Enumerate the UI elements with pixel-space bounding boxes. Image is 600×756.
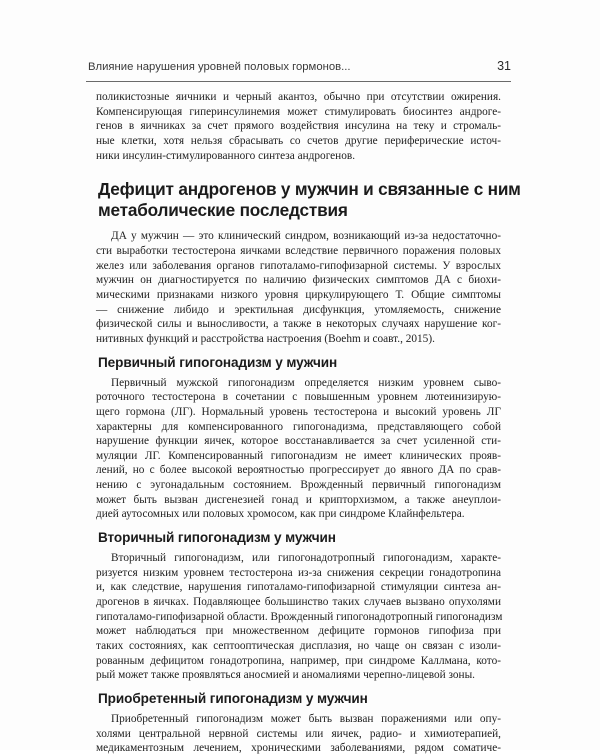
text-line: роточного тестостерона в сочетании с повышенным уровнем лютеинизирую- (96, 391, 501, 404)
text-line: желез или заболевания органов гипоталамо-гипофизарной системы. У взрослых (96, 259, 501, 272)
header-divider (86, 81, 511, 82)
text-line: муляции ЛГ. Компенсированный гипогонадизм не имеет клинических прояв- (96, 449, 501, 462)
text-line: Компенсирующая гиперинсулинемия может стимулировать биосинтез андроге- (96, 105, 501, 118)
text-line: характерны для компенсированного гипогонадизма, представляющего собой (96, 420, 501, 433)
text-line: щего гормона (ЛГ). Нормальный уровень тестостерона и высокий уровень ЛГ (96, 405, 501, 418)
text-line: сти выработки тестостерона яичками вследствие первичного поражения половых (96, 244, 501, 257)
text-line: нению с эугонадальным состоянием. Врожденный первичный гипогонадизм (96, 479, 501, 492)
text-line: ризуется низким уровнем тестостерона из-за снижения секреции гонадотропина (96, 566, 501, 579)
running-head-title: Влияние нарушения уровней половых гормонов... (88, 61, 351, 73)
text-line: может наблюдаться при множественном дефиците гормонов гипофиза при (96, 625, 501, 638)
text-line: поликистозные яичники и черный акантоз, обычно при отсутствии ожирения. (96, 91, 501, 103)
acquired-hypogonadism-heading: Приобретенный гипогонадизм у мужчин (98, 691, 368, 706)
text-line: может быть вызван дисгенезией гонад и крипторхизмом, а также анеуплои- (96, 493, 501, 506)
page-number: 31 (497, 59, 511, 73)
text-line: холями центральной нервной системы или яичек, радио- и химиотерапией, (96, 727, 501, 740)
text-line: Вторичный гипогонадизм, или гипогонадотропный гипогонадизм, характе- (111, 552, 501, 565)
page-body (96, 90, 521, 756)
text-line: лений, но с более высокой вероятностью прогрессирует до явного ДА по срав- (96, 464, 501, 477)
section-heading-line: Дефицит андрогенов у мужчин и связанные с ним (98, 179, 521, 200)
secondary-hypogonadism-paragraph (96, 551, 501, 683)
text-line: дрогенов в яичках. Подавляющее большинство таких случаев вызвано опухолями (96, 596, 501, 609)
text-line: гипоталамо-гипофизарной области. Врожденный гипогонадотропный гипогонадизм (96, 610, 503, 623)
section-heading-line: метаболические последствия (98, 200, 348, 221)
text-line: ные клетки, хотя нельзя сбрасывать со счетов другие периферические источ- (96, 134, 501, 147)
running-head (86, 59, 511, 81)
acquired-hypogonadism-paragraph (96, 712, 501, 756)
text-line: нитивных функций и расстройства настроения (Boehm и соавт., 2015). (96, 332, 435, 345)
text-line: Первичный мужской гипогонадизм определяется низким уровнем сыво- (111, 376, 501, 389)
section-paragraph (96, 229, 501, 346)
text-line: и, как следствие, нарушения гипоталамо-гипофизарной стимуляции синтеза ан- (96, 581, 501, 594)
section-heading (98, 179, 521, 221)
primary-hypogonadism-paragraph (96, 376, 501, 523)
intro-paragraph (96, 90, 501, 163)
text-line: генов в яичниках за счет прямого воздействия инсулина на теку и стромаль- (96, 120, 501, 133)
text-line: ники инсулин-стимулированного синтеза андрогенов. (96, 149, 356, 162)
text-line: рый может также проявляться аносмией и аномалиями черепно-лицевой зоны. (96, 669, 476, 682)
text-line: медикаментозным лечением, хроническими заболеваниями, рядом соматиче- (96, 742, 501, 755)
text-line: таких состояниях, как септооптическая дисплазия, но чаще он связан с изоли- (96, 640, 501, 653)
primary-hypogonadism-heading: Первичный гипогонадизм у мужчин (98, 354, 338, 370)
text-line: нарушение функции яичек, которое восстанавливается за счет усиленной сти- (96, 435, 501, 448)
text-line: мическими признаками низкого уровня циркулирующего Т. Общие симптомы (96, 288, 501, 301)
text-line: — снижение либидо и эректильная дисфункция, утомляемость, снижение (96, 303, 501, 316)
secondary-hypogonadism-heading: Вторичный гипогонадизм у мужчин (98, 530, 336, 546)
text-line: Приобретенный гипогонадизм может быть вызван поражениями или опу- (111, 713, 501, 725)
text-line: мужчин он диагностируется по наличию физических симптомов ДА с биохи- (96, 274, 501, 287)
text-line: ДА у мужчин — это клинический синдром, возникающий из-за недостаточно- (111, 230, 501, 243)
text-line: дией аутосомных или половых хромосом, как при синдроме Клайнфельтера. (96, 508, 465, 521)
text-line: рованным дефицитом гонадотропина, например, при синдроме Каллмана, кото- (96, 654, 501, 667)
text-line: физической силы и выносливости, а также в некоторых случаях нарушение ког- (96, 318, 501, 331)
